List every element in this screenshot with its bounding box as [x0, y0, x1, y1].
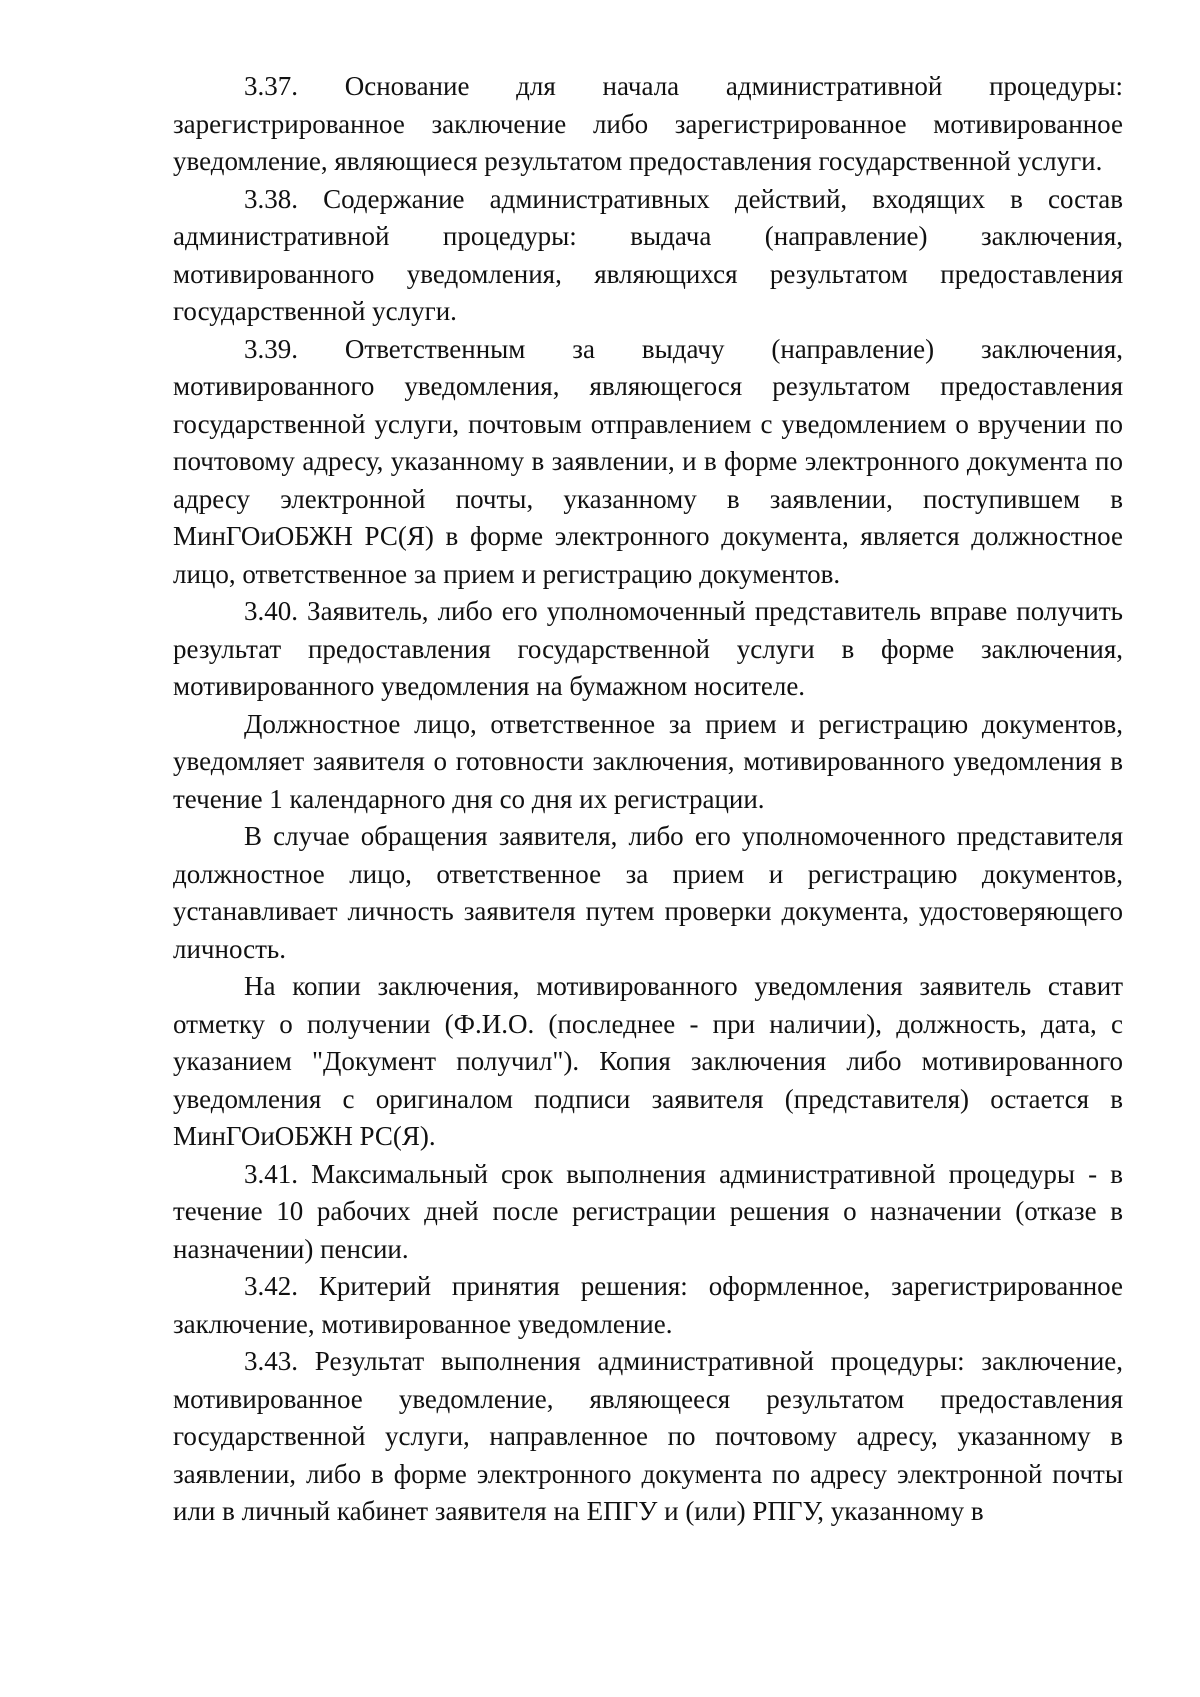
paragraph-identity-check: В случае обращения заявителя, либо его уполномоченного представителя должностное лицо, ответственное за прием и регистрацию документов, устанавливает личность заявителя путем проверки документа, удостоверяющего личность.: [173, 821, 1123, 964]
paragraph-3-41: 3.41. Максимальный срок выполнения административной процедуры - в течение 10 рабочих дней после регистрации решения о назначении (отказе в назначении) пенсии.: [173, 1158, 1123, 1264]
paragraph-official-notifies: Должностное лицо, ответственное за прием и регистрацию документов, уведомляет заявителя о готовности заключения, мотивированного уведомления в течение 1 календарного дня со дня их регистрации.: [173, 708, 1123, 814]
document-page: [173, 68, 1123, 1531]
paragraph-3-43: 3.43. Результат выполнения административной процедуры: заключение, мотивированное уведомление, являющееся результатом предоставления государственной услуги, направленное по почтовому адресу, указанному в заявлении, либо в форме электронного документа по адресу электронной почты или в личный кабинет заявителя на ЕПГУ и (или) РПГУ, указанному в: [173, 1346, 1123, 1526]
paragraph-3-42: 3.42. Критерий принятия решения: оформленное, зарегистрированное заключение, мотивированное уведомление.: [173, 1271, 1123, 1339]
paragraph-receipt-mark: На копии заключения, мотивированного уведомления заявитель ставит отметку о получении (Ф.И.О. (последнее - при наличии), должность, дата, с указанием "Документ получил"). Копия заключения либо мотивированного уведомления с оригиналом подписи заявителя (представителя) остается в МинГОиОБЖН РС(Я).: [173, 971, 1123, 1151]
paragraph-3-39: 3.39. Ответственным за выдачу (направление) заключения, мотивированного уведомления, являющегося результатом предоставления государственной услуги, почтовым отправлением с уведомлением о вручении по почтовому адресу, указанному в заявлении, и в форме электронного документа по адресу электронной почты, указанному в заявлении, поступившем в МинГОиОБЖН РС(Я) в форме электронного документа, является должностное лицо, ответственное за прием и регистрацию документов.: [173, 333, 1123, 589]
paragraph-3-38: 3.38. Содержание административных действий, входящих в состав административной процедуры: выдача (направление) заключения, мотивированного уведомления, являющихся результатом предоставления государственной услуги.: [173, 183, 1123, 326]
paragraph-3-40: 3.40. Заявитель, либо его уполномоченный представитель вправе получить результат предоставления государственной услуги в форме заключения, мотивированного уведомления на бумажном носителе.: [173, 596, 1123, 701]
paragraph-3-37: 3.37. Основание для начала административной процедуры: зарегистрированное заключение либо зарегистрированное мотивированное уведомление, являющиеся результатом предоставления государственной услуги.: [173, 71, 1123, 176]
